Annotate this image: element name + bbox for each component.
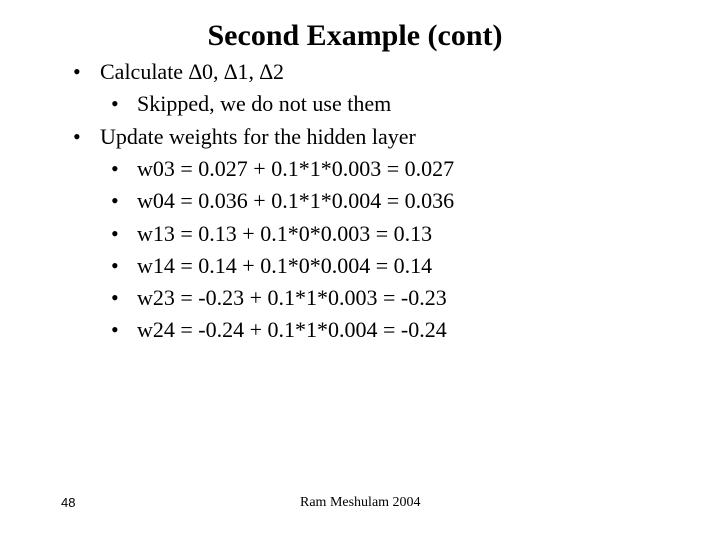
bullet-text: w03 = 0.027 + 0.1*1*0.003 = 0.027 bbox=[137, 155, 455, 181]
slide-title: Second Example (cont) bbox=[207, 19, 503, 52]
bullet-icon: • bbox=[111, 252, 119, 278]
bullet-text: Skipped, we do not use them bbox=[137, 91, 392, 117]
bullet-icon: • bbox=[111, 285, 119, 311]
bullet-text: w13 = 0.13 + 0.1*0*0.003 = 0.13 bbox=[137, 220, 433, 246]
slide-number: 48 bbox=[61, 495, 76, 510]
bullet-icon: • bbox=[111, 155, 119, 181]
bullet-icon: • bbox=[111, 220, 119, 246]
bullet-text: Update weights for the hidden layer bbox=[100, 123, 416, 149]
bullet-text: w14 = 0.14 + 0.1*0*0.004 = 0.14 bbox=[137, 252, 433, 278]
bullet-text: w04 = 0.036 + 0.1*1*0.004 = 0.036 bbox=[137, 188, 455, 214]
bullet-icon: • bbox=[111, 317, 119, 343]
bullet-icon: • bbox=[111, 91, 119, 117]
footer-author: Ram Meshulam 2004 bbox=[300, 495, 421, 510]
bullet-text: Calculate ∆0, ∆1, ∆2 bbox=[100, 59, 284, 84]
bullet-icon: • bbox=[73, 123, 81, 149]
bullet-icon: • bbox=[73, 59, 81, 84]
bullet-text: w24 = -0.24 + 0.1*1*0.004 = -0.24 bbox=[137, 317, 447, 343]
bullet-icon: • bbox=[111, 188, 119, 214]
bullet-text: w23 = -0.23 + 0.1*1*0.003 = -0.23 bbox=[137, 285, 447, 311]
